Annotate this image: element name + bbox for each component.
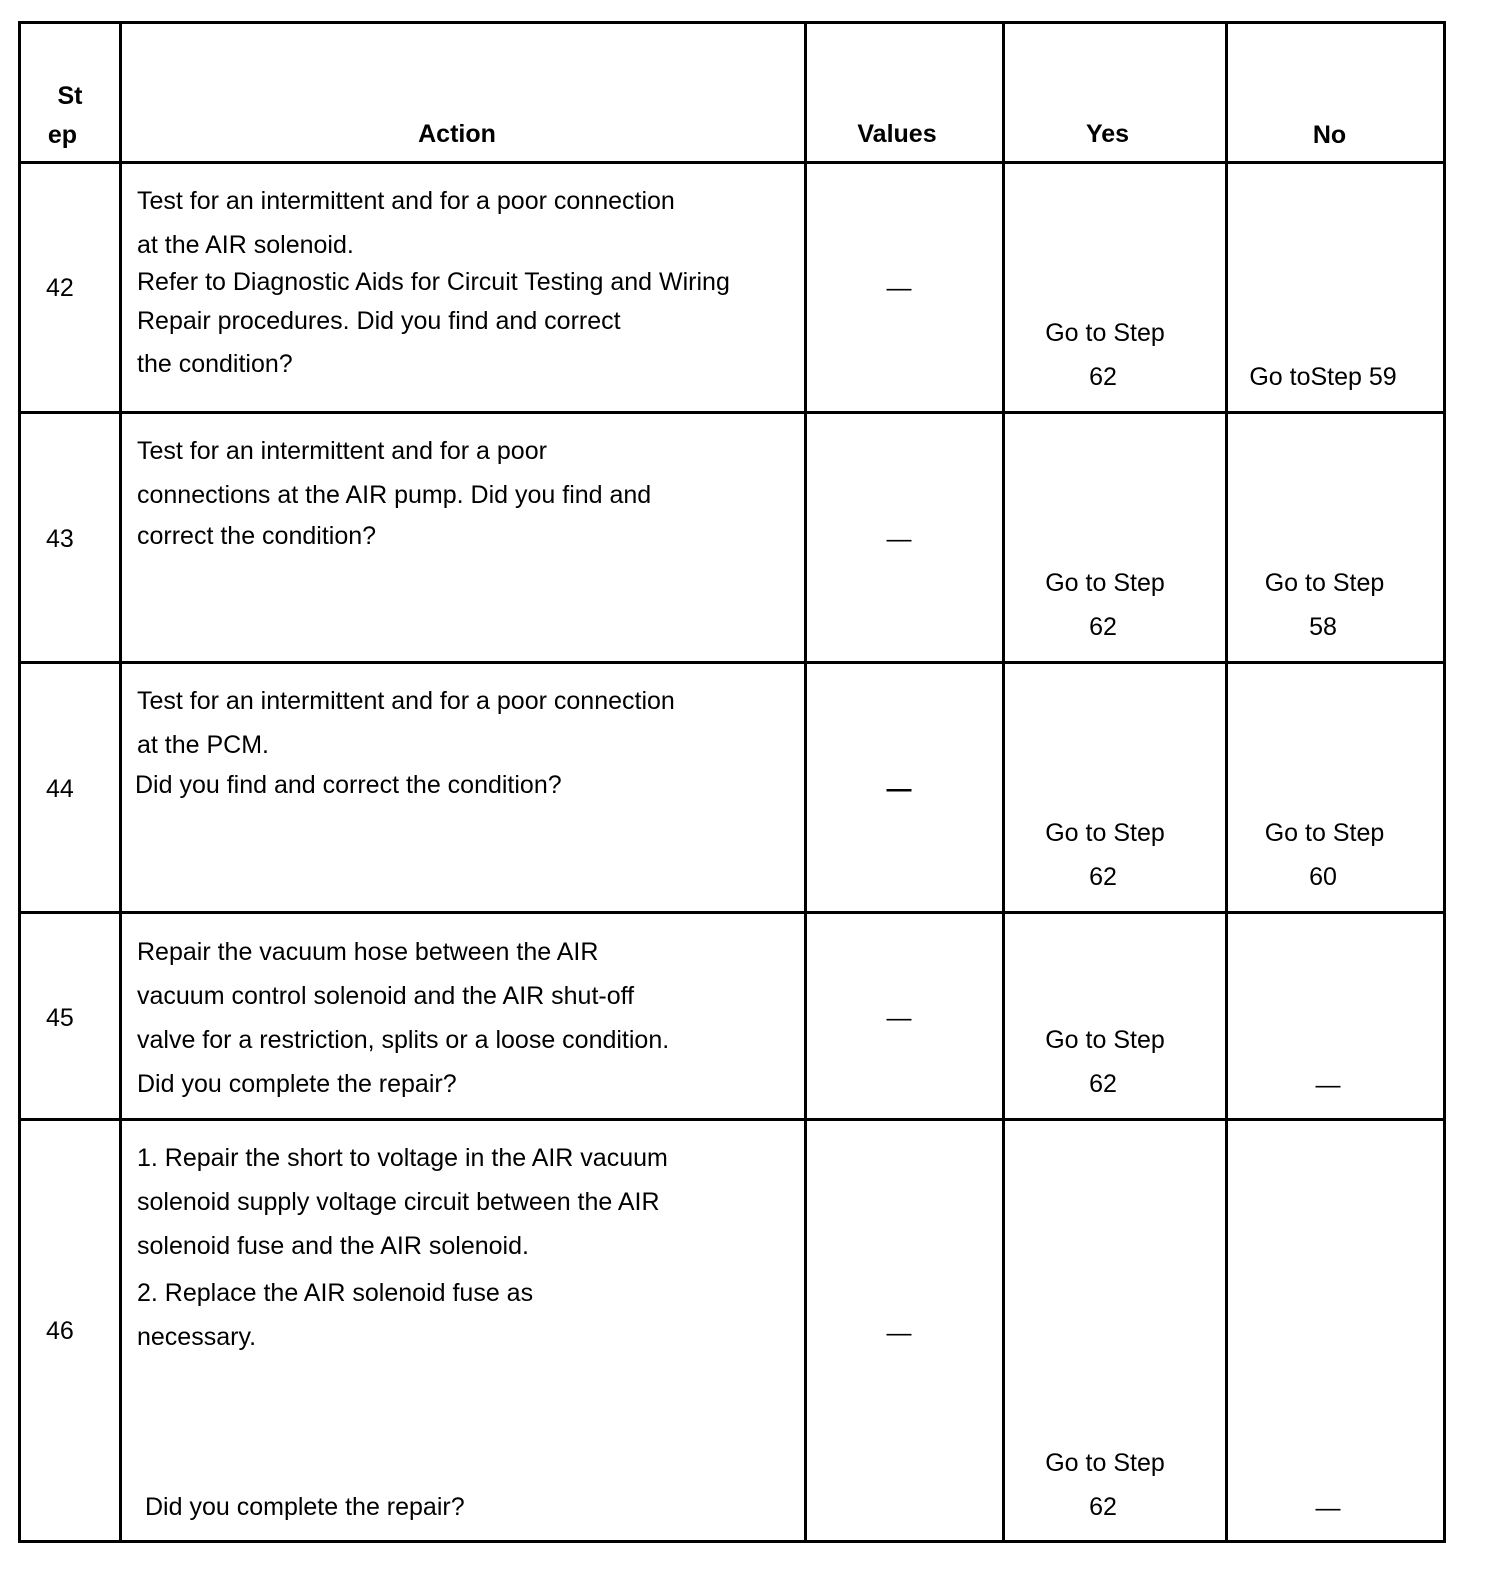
step-number: 43 [46, 525, 74, 553]
row-divider [18, 661, 1446, 664]
no-dash: — [1315, 1071, 1341, 1099]
column-divider [119, 21, 122, 1543]
row-divider [18, 911, 1446, 914]
action-text: Repair the vacuum hose between the AIR [137, 938, 599, 966]
value-dash: — [886, 525, 912, 553]
no-goto-step: 58 [1309, 613, 1337, 641]
table-border-right [1443, 21, 1446, 1543]
value-dash: — [886, 1004, 912, 1032]
no-dash: — [1315, 1494, 1341, 1522]
no-goto: Go to Step [1264, 819, 1385, 847]
action-text: solenoid fuse and the AIR solenoid. [137, 1232, 529, 1260]
table-border-left [18, 21, 21, 1543]
yes-goto: Go to Step [1045, 1449, 1165, 1477]
yes-goto: Go to Step [1045, 1026, 1165, 1054]
header-action: Action [418, 120, 496, 148]
action-text: valve for a restriction, splits or a loose condition. [137, 1026, 670, 1054]
yes-goto-step: 62 [1089, 363, 1117, 391]
yes-goto-step: 62 [1089, 1493, 1117, 1521]
header-values: Values [857, 120, 937, 148]
header-no: No [1312, 121, 1347, 149]
header-divider [18, 161, 1446, 164]
value-dash: — [886, 274, 912, 302]
yes-goto: Go to Step [1045, 569, 1165, 597]
yes-goto: Go to Step [1045, 819, 1165, 847]
table-border-bottom [18, 1540, 1446, 1543]
action-text: Repair procedures. Did you find and correct [137, 307, 621, 335]
step-number: 46 [46, 1317, 74, 1345]
header-step-line1: St [57, 82, 83, 110]
action-text: the condition? [137, 350, 293, 378]
action-text: connections at the AIR pump. Did you find and [137, 481, 652, 509]
row-divider [18, 411, 1446, 414]
no-goto-step: 60 [1309, 863, 1337, 891]
yes-goto-step: 62 [1089, 613, 1117, 641]
header-step-line2: ep [47, 121, 78, 149]
no-goto: Go to Step [1264, 569, 1385, 597]
action-text: Did you complete the repair? [137, 1070, 457, 1098]
action-text: at the AIR solenoid. [137, 231, 354, 259]
no-goto: Go toStep 59 [1249, 363, 1397, 391]
action-text: Did you find and correct the condition? [135, 771, 562, 799]
action-text: Test for an intermittent and for a poor connection [137, 187, 675, 215]
step-number: 44 [46, 775, 74, 803]
step-number: 45 [46, 1004, 74, 1032]
action-text: vacuum control solenoid and the AIR shut-off [137, 982, 635, 1010]
step-number: 42 [46, 274, 74, 302]
action-text: Did you complete the repair? [145, 1493, 465, 1521]
column-divider [1002, 21, 1005, 1543]
action-text: necessary. [137, 1323, 257, 1351]
action-text: Test for an intermittent and for a poor [137, 437, 547, 465]
action-text: Test for an intermittent and for a poor connection [137, 687, 675, 715]
value-dash: — [886, 775, 912, 803]
yes-goto-step: 62 [1089, 1070, 1117, 1098]
action-text: correct the condition? [137, 522, 377, 550]
header-yes: Yes [1085, 120, 1130, 148]
action-text: solenoid supply voltage circuit between the AIR [137, 1188, 660, 1216]
action-text: at the PCM. [137, 731, 269, 759]
row-divider [18, 1118, 1446, 1121]
column-divider [1225, 21, 1228, 1543]
value-dash: — [886, 1319, 912, 1347]
action-text: 2. Replace the AIR solenoid fuse as [137, 1279, 534, 1307]
yes-goto: Go to Step [1045, 319, 1165, 347]
table-border-top [18, 21, 1446, 24]
action-text: 1. Repair the short to voltage in the AIR vacuum [137, 1144, 668, 1172]
action-text: Refer to Diagnostic Aids for Circuit Testing and Wiring [137, 268, 730, 296]
yes-goto-step: 62 [1089, 863, 1117, 891]
